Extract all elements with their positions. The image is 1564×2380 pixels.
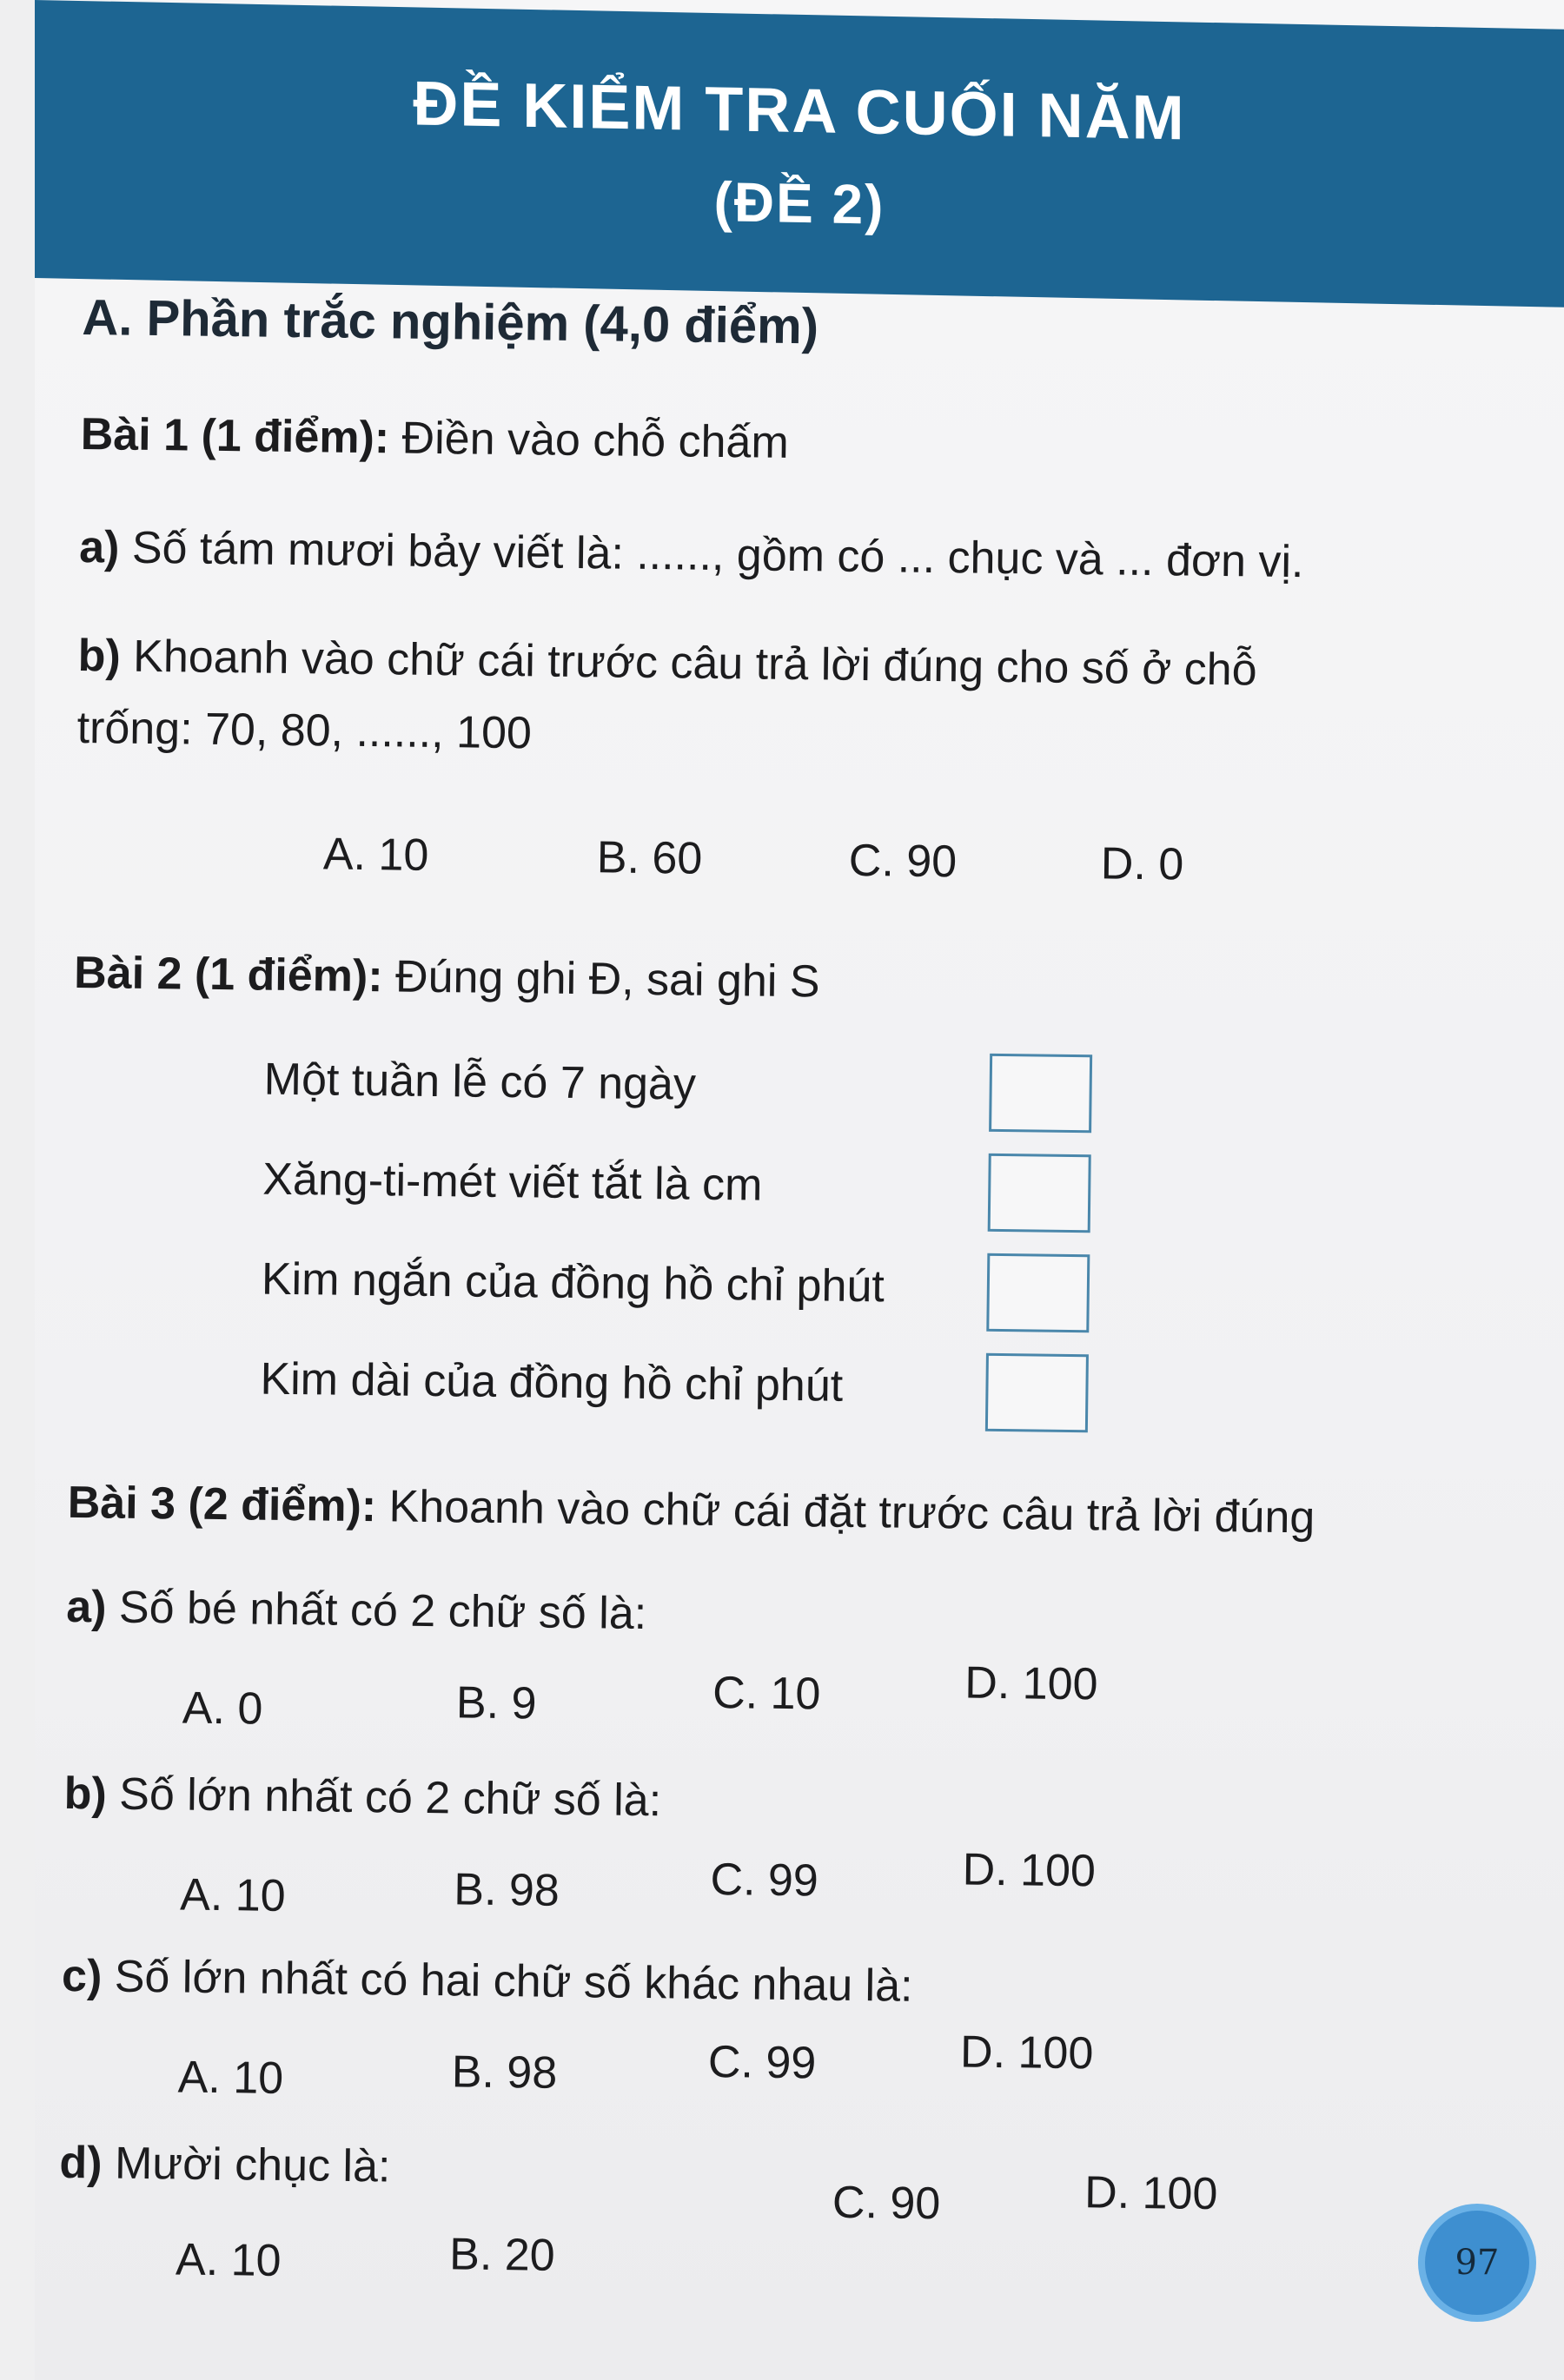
bai2-answer-box-1[interactable] (989, 1054, 1092, 1133)
bai3-a-option-b[interactable]: B. 9 (455, 1677, 537, 1729)
bai3-b-option-a[interactable]: A. 10 (179, 1869, 287, 1921)
bai3-question-d (59, 2137, 391, 2193)
bai3-a-option-d[interactable]: D. 100 (964, 1657, 1098, 1710)
bai2-answer-box-2[interactable] (988, 1154, 1091, 1233)
bai3-a-text: Số bé nhất có 2 chữ số là: (106, 1582, 647, 1640)
bai1-instruction: Điền vào chỗ chấm (388, 413, 790, 468)
bai3-instruction: Khoanh vào chữ cái đặt trước câu trả lời đúng (375, 1481, 1315, 1544)
bai3-d-text: Mười chục là: (102, 2138, 391, 2192)
bai3-c-option-a[interactable]: A. 10 (177, 2052, 284, 2104)
bai1-option-a[interactable]: A. 10 (322, 829, 429, 881)
bai2-heading (74, 947, 820, 1008)
bai3-b-label: b) (63, 1768, 108, 1820)
bai1-option-c[interactable]: C. 90 (848, 835, 958, 888)
bai1-a-text: Số tám mươi bảy viết là: ......, gồm có ... chục và ... đơn vị. (119, 522, 1304, 588)
bai3-a-option-c[interactable]: C. 10 (712, 1667, 821, 1720)
bai3-d-option-c[interactable]: C. 90 (832, 2177, 941, 2230)
bai1-b-label: b) (77, 630, 122, 682)
title-banner (35, 0, 1564, 307)
bai2-statement-4: Kim dài của đồng hồ chỉ phút (260, 1353, 844, 1411)
bai1-b-text-line2: trống: 70, 80, ......, 100 (76, 702, 533, 759)
bai3-b-option-d[interactable]: D. 100 (962, 1844, 1097, 1897)
bai3-b-text: Số lớn nhất có 2 chữ số là: (106, 1768, 662, 1827)
page-title: ĐỀ KIỂM TRA CUỐI NĂM (413, 69, 1186, 154)
bai1-heading (80, 408, 789, 469)
bai2-instruction: Đúng ghi Đ, sai ghi S (382, 951, 820, 1008)
bai3-b-option-c[interactable]: C. 99 (710, 1854, 819, 1907)
bai3-a-option-a[interactable]: A. 0 (182, 1683, 263, 1735)
bai3-d-option-a[interactable]: A. 10 (175, 2234, 282, 2286)
bai3-question-b (63, 1768, 661, 1827)
bai2-label: Bài 2 (1 điểm): (73, 947, 383, 1002)
bai1-a-label: a) (78, 521, 120, 573)
bai3-c-label: c) (61, 1950, 103, 2002)
bai3-c-option-b[interactable]: B. 98 (451, 2046, 558, 2099)
bai2-statement-2: Xăng-ti-mét viết tắt là cm (262, 1154, 763, 1211)
bai2-answer-box-4[interactable] (985, 1353, 1089, 1432)
bai3-c-option-d[interactable]: D. 100 (959, 2026, 1094, 2079)
bai1-option-d[interactable]: D. 0 (1100, 838, 1184, 890)
bai3-b-option-b[interactable]: B. 98 (454, 1864, 560, 1916)
bai3-question-a (66, 1581, 647, 1640)
bai2-statement-3: Kim ngắn của đồng hồ chỉ phút (261, 1253, 885, 1312)
bai3-d-label: d) (59, 2137, 103, 2189)
bai1-b-text-line1: Khoanh vào chữ cái trước câu trả lời đúng cho số ở chỗ (120, 631, 1257, 696)
bai3-c-option-c[interactable]: C. 99 (707, 2036, 817, 2089)
bai1-label: Bài 1 (1 điểm): (80, 408, 390, 464)
page-subtitle: (ĐỀ 2) (713, 170, 885, 236)
bai2-answer-box-3[interactable] (986, 1253, 1090, 1332)
bai3-d-option-b[interactable]: B. 20 (448, 2229, 556, 2281)
section-a-title: A. Phần trắc nghiệm (4,0 điểm) (82, 288, 819, 355)
bai3-c-text: Số lớn nhất có hai chữ số khác nhau là: (102, 1951, 913, 2012)
bai3-d-option-d[interactable]: D. 100 (1084, 2167, 1218, 2220)
bai3-a-label: a) (65, 1581, 107, 1633)
bai3-label: Bài 3 (2 điểm): (67, 1477, 377, 1532)
page-number-badge: 97 (1425, 2211, 1529, 2315)
bai2-statement-1: Một tuần lễ có 7 ngày (263, 1054, 697, 1110)
bai1-option-b[interactable]: B. 60 (596, 832, 703, 884)
bai3-question-c (62, 1950, 913, 2013)
